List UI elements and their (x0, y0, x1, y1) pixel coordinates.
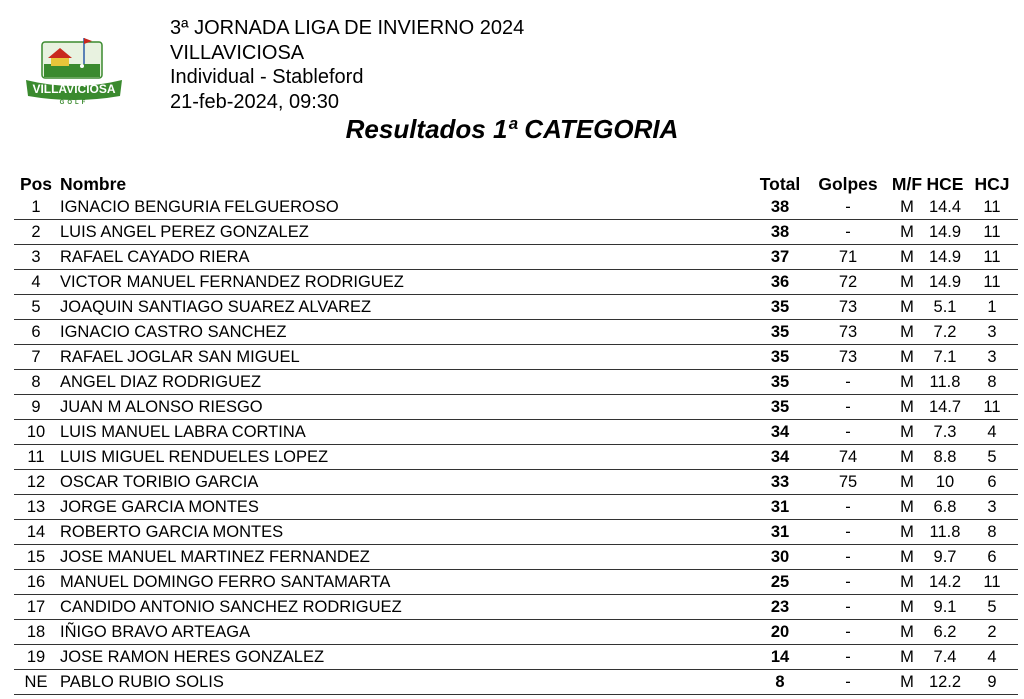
cell-hcj: 11 (966, 195, 1018, 220)
cell-total: 31 (754, 495, 806, 520)
cell-hcj: 9 (966, 670, 1018, 695)
cell-mf: M (890, 445, 924, 470)
tournament-header (170, 16, 524, 114)
table-row (14, 620, 1018, 645)
svg-text:VILLAVICIOSA: VILLAVICIOSA (32, 82, 116, 96)
cell-name: ANGEL DIAZ RODRIGUEZ (58, 370, 754, 395)
cell-hcj: 4 (966, 645, 1018, 670)
date-time: 21-feb-2024, 09:30 (170, 90, 340, 113)
cell-pos: 11 (14, 445, 58, 470)
cell-golpes: - (806, 370, 890, 395)
cell-total: 35 (754, 370, 806, 395)
cell-pos: 13 (14, 495, 58, 520)
cell-pos: 15 (14, 545, 58, 570)
cell-mf: M (890, 220, 924, 245)
table-row (14, 395, 1018, 420)
table-row (14, 570, 1018, 595)
cell-hce: 6.2 (924, 620, 966, 645)
cell-hce: 7.3 (924, 420, 966, 445)
table-row (14, 670, 1018, 695)
cell-name: PABLO RUBIO SOLIS (58, 670, 754, 695)
tournament-name: 3ª JORNADA LIGA DE INVIERNO 2024 (170, 17, 525, 39)
cell-hce: 14.4 (924, 195, 966, 220)
cell-name: VICTOR MANUEL FERNANDEZ RODRIGUEZ (58, 270, 754, 295)
cell-pos: NE (14, 670, 58, 695)
cell-pos: 6 (14, 320, 58, 345)
cell-name: RAFAEL JOGLAR SAN MIGUEL (58, 345, 754, 370)
cell-golpes: - (806, 495, 890, 520)
table-row (14, 270, 1018, 295)
cell-hcj: 6 (966, 545, 1018, 570)
cell-pos: 7 (14, 345, 58, 370)
cell-golpes: 73 (806, 295, 890, 320)
cell-mf: M (890, 545, 924, 570)
cell-pos: 4 (14, 270, 58, 295)
cell-total: 34 (754, 445, 806, 470)
cell-total: 36 (754, 270, 806, 295)
cell-golpes: 75 (806, 470, 890, 495)
cell-pos: 16 (14, 570, 58, 595)
cell-golpes: 73 (806, 320, 890, 345)
cell-golpes: - (806, 520, 890, 545)
cell-hcj: 4 (966, 420, 1018, 445)
col-header-golpes: Golpes (818, 174, 878, 194)
cell-mf: M (890, 495, 924, 520)
course-name: VILLAVICIOSA (170, 41, 305, 64)
cell-hcj: 11 (966, 395, 1018, 420)
table-row (14, 470, 1018, 495)
cell-hce: 11.8 (924, 370, 966, 395)
col-header-mf: M/F (891, 174, 923, 194)
cell-hce: 10 (924, 470, 966, 495)
cell-golpes: 71 (806, 245, 890, 270)
cell-hce: 8.8 (924, 445, 966, 470)
cell-total: 25 (754, 570, 806, 595)
cell-hcj: 6 (966, 470, 1018, 495)
cell-mf: M (890, 645, 924, 670)
cell-golpes: 74 (806, 445, 890, 470)
cell-golpes: - (806, 570, 890, 595)
cell-mf: M (890, 270, 924, 295)
col-header-name: Nombre (60, 174, 127, 194)
cell-name: MANUEL DOMINGO FERRO SANTAMARTA (58, 570, 754, 595)
cell-total: 33 (754, 470, 806, 495)
cell-name: CANDIDO ANTONIO SANCHEZ RODRIGUEZ (58, 595, 754, 620)
cell-name: ROBERTO GARCIA MONTES (58, 520, 754, 545)
cell-total: 35 (754, 320, 806, 345)
cell-golpes: - (806, 420, 890, 445)
cell-name: IÑIGO BRAVO ARTEAGA (58, 620, 754, 645)
cell-name: IGNACIO BENGURIA FELGUEROSO (58, 195, 754, 220)
cell-hce: 12.2 (924, 670, 966, 695)
cell-hcj: 11 (966, 270, 1018, 295)
cell-mf: M (890, 620, 924, 645)
cell-name: JOSE RAMON HERES GONZALEZ (58, 645, 754, 670)
cell-total: 34 (754, 420, 806, 445)
cell-hcj: 5 (966, 595, 1018, 620)
cell-hcj: 8 (966, 370, 1018, 395)
cell-golpes: - (806, 595, 890, 620)
cell-pos: 18 (14, 620, 58, 645)
cell-pos: 9 (14, 395, 58, 420)
cell-hcj: 3 (966, 345, 1018, 370)
col-header-total: Total (759, 174, 801, 194)
cell-total: 23 (754, 595, 806, 620)
cell-mf: M (890, 570, 924, 595)
cell-golpes: 72 (806, 270, 890, 295)
cell-total: 30 (754, 545, 806, 570)
table-row (14, 220, 1018, 245)
cell-hce: 5.1 (924, 295, 966, 320)
table-row (14, 195, 1018, 220)
cell-mf: M (890, 670, 924, 695)
cell-name: JOSE MANUEL MARTINEZ FERNANDEZ (58, 545, 754, 570)
table-row (14, 295, 1018, 320)
cell-total: 38 (754, 220, 806, 245)
cell-hce: 7.1 (924, 345, 966, 370)
cell-pos: 5 (14, 295, 58, 320)
cell-total: 31 (754, 520, 806, 545)
cell-pos: 17 (14, 595, 58, 620)
col-header-hcj: HCJ (974, 174, 1010, 194)
col-header-hce: HCE (926, 174, 964, 194)
col-header-pos: Pos (19, 174, 53, 194)
cell-hce: 14.2 (924, 570, 966, 595)
table-row (14, 595, 1018, 620)
table-row (14, 445, 1018, 470)
cell-hcj: 11 (966, 220, 1018, 245)
cell-golpes: - (806, 620, 890, 645)
cell-name: JORGE GARCIA MONTES (58, 495, 754, 520)
cell-golpes: - (806, 220, 890, 245)
results-table (14, 170, 1018, 695)
table-row (14, 345, 1018, 370)
cell-total: 14 (754, 645, 806, 670)
cell-hce: 14.9 (924, 245, 966, 270)
cell-hce: 6.8 (924, 495, 966, 520)
cell-hcj: 11 (966, 570, 1018, 595)
cell-mf: M (890, 245, 924, 270)
cell-name: LUIS MIGUEL RENDUELES LOPEZ (58, 445, 754, 470)
svg-text:GOLF: GOLF (59, 100, 89, 106)
cell-name: OSCAR TORIBIO GARCIA (58, 470, 754, 495)
table-row (14, 370, 1018, 395)
cell-name: LUIS MANUEL LABRA CORTINA (58, 420, 754, 445)
cell-mf: M (890, 370, 924, 395)
cell-hce: 11.8 (924, 520, 966, 545)
cell-pos: 2 (14, 220, 58, 245)
table-row (14, 420, 1018, 445)
cell-hcj: 8 (966, 520, 1018, 545)
cell-pos: 3 (14, 245, 58, 270)
cell-golpes: - (806, 395, 890, 420)
cell-mf: M (890, 295, 924, 320)
cell-pos: 1 (14, 195, 58, 220)
cell-hce: 7.2 (924, 320, 966, 345)
cell-total: 20 (754, 620, 806, 645)
cell-mf: M (890, 195, 924, 220)
cell-mf: M (890, 320, 924, 345)
table-row (14, 545, 1018, 570)
cell-name: RAFAEL CAYADO RIERA (58, 245, 754, 270)
cell-hcj: 1 (966, 295, 1018, 320)
cell-hcj: 2 (966, 620, 1018, 645)
cell-hcj: 5 (966, 445, 1018, 470)
cell-mf: M (890, 395, 924, 420)
cell-golpes: - (806, 195, 890, 220)
cell-total: 8 (754, 670, 806, 695)
cell-golpes: - (806, 670, 890, 695)
cell-hcj: 11 (966, 245, 1018, 270)
cell-hce: 7.4 (924, 645, 966, 670)
cell-name: LUIS ANGEL PEREZ GONZALEZ (58, 220, 754, 245)
cell-pos: 19 (14, 645, 58, 670)
cell-hce: 9.1 (924, 595, 966, 620)
table-header-row (14, 170, 1018, 195)
cell-golpes: 73 (806, 345, 890, 370)
cell-name: IGNACIO CASTRO SANCHEZ (58, 320, 754, 345)
cell-hcj: 3 (966, 320, 1018, 345)
cell-pos: 8 (14, 370, 58, 395)
table-row (14, 320, 1018, 345)
cell-total: 35 (754, 345, 806, 370)
cell-total: 38 (754, 195, 806, 220)
cell-pos: 10 (14, 420, 58, 445)
cell-name: JOAQUIN SANTIAGO SUAREZ ALVAREZ (58, 295, 754, 320)
cell-mf: M (890, 420, 924, 445)
game-format: Individual - Stableford (170, 66, 364, 88)
cell-hcj: 3 (966, 495, 1018, 520)
cell-hce: 14.7 (924, 395, 966, 420)
cell-pos: 14 (14, 520, 58, 545)
cell-hce: 14.9 (924, 220, 966, 245)
cell-mf: M (890, 520, 924, 545)
cell-total: 35 (754, 295, 806, 320)
table-row (14, 520, 1018, 545)
cell-pos: 12 (14, 470, 58, 495)
table-row (14, 495, 1018, 520)
cell-name: JUAN M ALONSO RIESGO (58, 395, 754, 420)
cell-total: 37 (754, 245, 806, 270)
cell-hce: 9.7 (924, 545, 966, 570)
table-row (14, 245, 1018, 270)
results-body (14, 195, 1018, 695)
cell-hce: 14.9 (924, 270, 966, 295)
cell-mf: M (890, 345, 924, 370)
cell-golpes: - (806, 645, 890, 670)
page-title: Resultados 1ª CATEGORIA (345, 114, 679, 144)
cell-total: 35 (754, 395, 806, 420)
table-row (14, 645, 1018, 670)
cell-mf: M (890, 595, 924, 620)
villaviciosa-golf-logo (24, 34, 124, 108)
cell-golpes: - (806, 545, 890, 570)
cell-mf: M (890, 470, 924, 495)
